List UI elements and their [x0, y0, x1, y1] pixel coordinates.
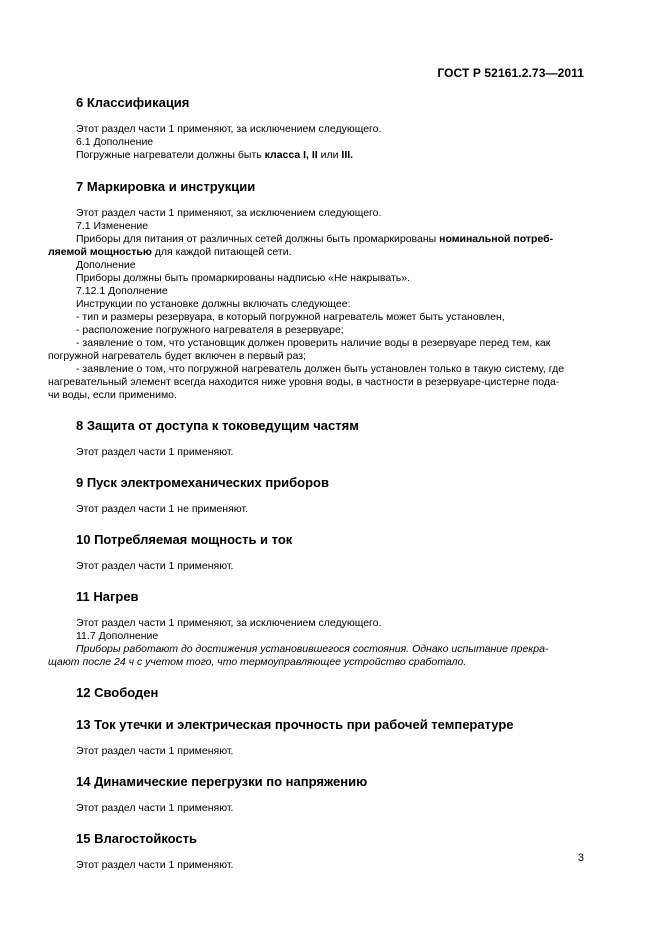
- section-9-p1: Этот раздел части 1 не применяют.: [76, 503, 248, 515]
- section-6-p3: Погружные нагреватели должны быть класса I, II или III.: [76, 149, 354, 161]
- section-12-title: 12 Свободен: [76, 685, 159, 700]
- section-14: [76, 774, 583, 815]
- standard-header: ГОСТ Р 52161.2.73—2011: [437, 66, 584, 80]
- section-6-p2: 6.1 Дополнение: [76, 136, 154, 148]
- section-7-bullet-4: - заявление о том, что погружной нагреватель должен быть установлен только в такую систему, где: [76, 363, 565, 375]
- section-14-title: 14 Динамические перегрузки по напряжению: [76, 774, 368, 789]
- section-7-bullet-1: - тип и размеры резервуара, в который погружной нагреватель может быть установлен,: [76, 311, 505, 323]
- section-6: [76, 95, 583, 162]
- section-11: [48, 589, 583, 669]
- section-13-p1: Этот раздел части 1 применяют.: [76, 745, 234, 757]
- section-7-p1: Этот раздел части 1 применяют, за исключением следующего.: [76, 207, 382, 219]
- section-7-bullet-4-cont2: чи воды, если применимо.: [48, 389, 177, 401]
- section-8: [76, 418, 583, 459]
- section-11-p2: 11.7 Дополнение: [76, 630, 159, 642]
- section-12: [76, 685, 583, 700]
- section-13-title: 13 Ток утечки и электрическая прочность при рабочей температуре: [76, 717, 514, 732]
- section-7-p7: Инструкции по установке должны включать следующее:: [76, 298, 351, 310]
- section-11-title: 11 Нагрев: [76, 589, 139, 604]
- section-7-bullet-4-cont: нагревательный элемент всегда находится ниже уровня воды, в частности в резервуаре-цистерне пода-: [48, 376, 560, 388]
- section-7-p3: Приборы для питания от различных сетей должны быть промаркированы номинальной потреб-: [76, 233, 554, 245]
- section-9-title: 9 Пуск электромеханических приборов: [76, 475, 329, 490]
- section-10: [76, 532, 583, 573]
- page-content: [48, 95, 583, 872]
- page-number: 3: [577, 852, 584, 864]
- section-7-p6: 7.12.1 Дополнение: [76, 285, 168, 297]
- section-11-p1: Этот раздел части 1 применяют, за исключением следующего.: [76, 617, 382, 629]
- section-9: [76, 475, 583, 516]
- section-10-p1: Этот раздел части 1 применяют.: [76, 560, 234, 572]
- section-15: [76, 831, 583, 872]
- section-11-p3: Приборы работают до достижения установившегося состояния. Однако испытание прекра-: [76, 643, 549, 655]
- section-8-p1: Этот раздел части 1 применяют.: [76, 446, 234, 458]
- section-15-p1: Этот раздел части 1 применяют.: [76, 859, 234, 871]
- section-11-p3-cont: щают после 24 ч с учетом того, что термоуправляющее устройство сработало.: [48, 656, 467, 668]
- section-7-p3-cont: ляемой мощностью для каждой питающей сети.: [48, 246, 292, 258]
- section-7-bullet-2: - расположение погружного нагревателя в резервуаре;: [76, 324, 344, 336]
- section-6-title: 6 Классификация: [76, 95, 190, 110]
- section-7-bullet-3-cont: погружной нагреватель будет включен в первый раз;: [48, 350, 306, 362]
- section-15-title: 15 Влагостойкость: [76, 831, 198, 846]
- section-13: [76, 717, 583, 758]
- section-7-bullet-3: - заявление о том, что установщик должен проверить наличие воды в резервуаре перед тем, как: [76, 337, 551, 349]
- section-14-p1: Этот раздел части 1 применяют.: [76, 802, 234, 814]
- section-7-title: 7 Маркировка и инструкции: [76, 179, 256, 194]
- section-7: [48, 179, 583, 402]
- section-7-p5: Приборы должны быть промаркированы надписью «Не накрывать».: [76, 272, 411, 284]
- section-8-title: 8 Защита от доступа к токоведущим частям: [76, 418, 359, 433]
- section-10-title: 10 Потребляемая мощность и ток: [76, 532, 293, 547]
- section-7-p4: Дополнение: [76, 259, 136, 271]
- section-6-p1: Этот раздел части 1 применяют, за исключением следующего.: [76, 123, 382, 135]
- section-7-p2: 7.1 Изменение: [76, 220, 149, 232]
